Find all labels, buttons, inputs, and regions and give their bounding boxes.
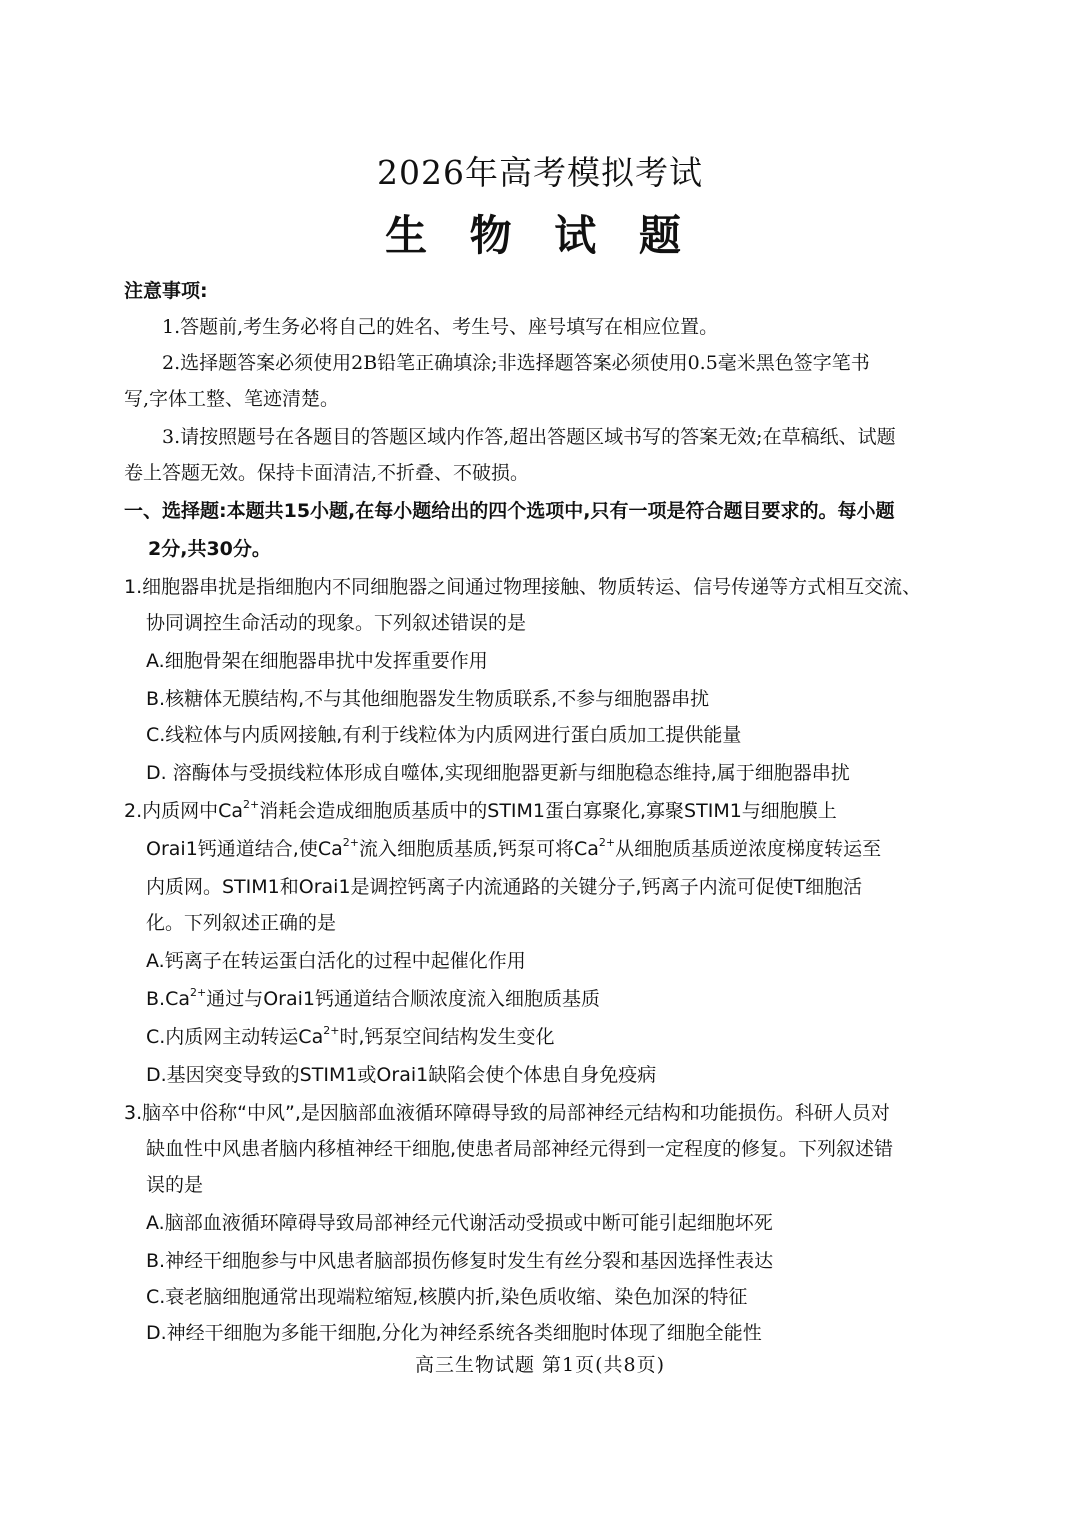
notice-item-2-line-1: 2.选择题答案必须使用2B铅笔正确填涂;非选择题答案必须使用0.5毫米黑色签字笔书 [162,352,870,374]
ion-charge: 2+ [243,797,260,811]
q1-option-c: C.线粒体与内质网接触,有利于线粒体为内质网进行蛋白质加工提供能量 [146,724,742,746]
ion-charge: 2+ [189,985,207,999]
q3-option-c: C.衰老脑细胞通常出现端粒缩短,核膜内折,染色质收缩、染色加深的特征 [146,1286,748,1308]
q2-stem-2-post: 从细胞质基质逆浓度梯度转运至 [615,838,882,860]
q3-option-d: D.神经干细胞为多能干细胞,分化为神经系统各类细胞时体现了细胞全能性 [146,1322,762,1344]
notice-item-2-line-2: 写,字体工整、笔迹清楚。 [124,388,340,410]
section-heading-line-1: 一、选择题:本题共15小题,在每小题给出的四个选项中,只有一项是符合题目要求的。每小题 [124,500,895,522]
notice-heading: 注意事项: [124,280,208,302]
exam-title: 2026年高考模拟考试 [377,153,703,192]
ion-charge: 2+ [598,835,616,849]
notice-item-3-line-2: 卷上答题无效。保持卡面清洁,不折叠、不破损。 [124,462,530,484]
q2-stem-2-pre: Orai1钙通道结合,使Ca [146,838,343,860]
q2-stem-line-3: 内质网。STIM1和Orai1是调控钙离子内流通路的关键分子,钙离子内流可促使T细胞活 [146,876,863,898]
q2-stem-line-2 [146,832,881,866]
q2-option-a: A.钙离子在转运蛋白活化的过程中起催化作用 [146,950,526,972]
q2-option-d: D.基因突变导致的STIM1或Orai1缺陷会使个体患自身免疫病 [146,1064,657,1086]
q2-stem-1-post: 消耗会造成细胞质基质中的STIM1蛋白寡聚化,寡聚STIM1与细胞膜上 [259,800,837,822]
q2-option-c-pre: C.内质网主动转运Ca [146,1026,324,1048]
q2-option-b-pre: B.Ca [146,988,190,1010]
q2-option-b-post: 通过与Orai1钙通道结合顺浓度流入细胞质基质 [206,988,600,1010]
q2-stem-1-pre: 2.内质网中Ca [124,800,244,822]
page-footer: 高三生物试题 第1页(共8页) [414,1354,666,1376]
section-heading-line-2: 2分,共30分。 [148,538,271,560]
q3-option-a: A.脑部血液循环障碍导致局部神经元代谢活动受损或中断可能引起细胞坏死 [146,1212,773,1234]
ion-charge: 2+ [323,1023,340,1037]
notice-item-1: 1.答题前,考生务必将自己的姓名、考生号、座号填写在相应位置。 [162,316,719,338]
q2-option-b [146,982,600,1016]
q1-option-a: A.细胞骨架在细胞器串扰中发挥重要作用 [146,650,488,672]
notice-item-3-line-1: 3.请按照题号在各题目的答题区域内作答,超出答题区域书写的答案无效;在草稿纸、试题 [162,426,896,448]
q3-option-b: B.神经干细胞参与中风患者脑部损伤修复时发生有丝分裂和基因选择性表达 [146,1250,774,1272]
ion-charge: 2+ [342,835,359,849]
q2-stem-2-mid: 流入细胞质基质,钙泵可将Ca [358,838,599,860]
subject-title: 生 物 试 题 [385,211,695,260]
q3-stem-line-2: 缺血性中风患者脑内移植神经干细胞,使患者局部神经元得到一定程度的修复。下列叙述错 [146,1138,894,1160]
q1-stem-line-2: 协同调控生命活动的现象。下列叙述错误的是 [146,612,527,634]
q2-option-c-post: 时,钙泵空间结构发生变化 [339,1026,555,1048]
q2-stem-line-1 [124,794,837,828]
q3-stem-line-1: 3.脑卒中俗称“中风”,是因脑部血液循环障碍导致的局部神经元结构和功能损伤。科研人员对 [124,1102,890,1124]
q2-stem-line-4: 化。下列叙述正确的是 [146,912,337,934]
q2-option-c [146,1020,554,1054]
q3-stem-line-3: 误的是 [146,1174,204,1196]
q1-stem-line-1: 1.细胞器串扰是指细胞内不同细胞器之间通过物理接触、物质转运、信号传递等方式相互交流、 [124,576,922,598]
q1-option-d: D. 溶酶体与受损线粒体形成自噬体,实现细胞器更新与细胞稳态维持,属于细胞器串扰 [146,762,850,784]
q1-option-b: B.核糖体无膜结构,不与其他细胞器发生物质联系,不参与细胞器串扰 [146,688,710,710]
